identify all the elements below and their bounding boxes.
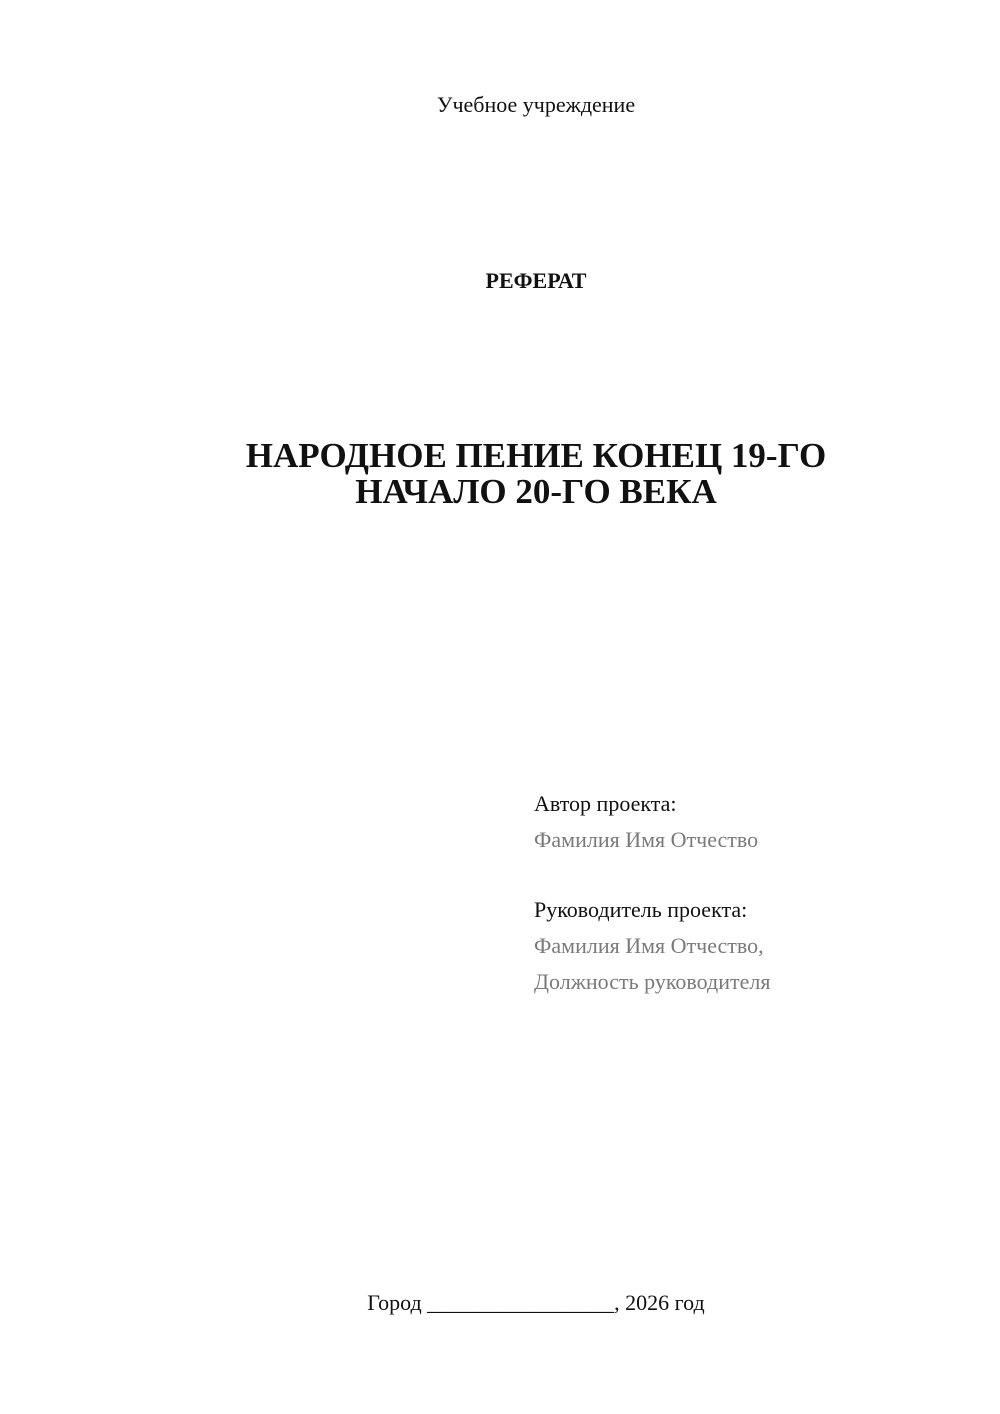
supervisor-block bbox=[534, 892, 770, 1000]
document-type: РЕФЕРАТ bbox=[485, 268, 587, 293]
document-title-line-2: НАЧАЛО 20-ГО ВЕКА bbox=[355, 472, 717, 511]
document-title-line-1: НАРОДНОЕ ПЕНИЕ КОНЕЦ 19-ГО bbox=[245, 436, 827, 475]
city-year-line: Город _________________, 2026 год bbox=[367, 1290, 705, 1315]
supervisor-position: Должность руководителя bbox=[534, 969, 771, 994]
author-label: Автор проекта: bbox=[534, 791, 677, 816]
author-block bbox=[534, 786, 758, 858]
supervisor-name: Фамилия Имя Отчество, bbox=[534, 933, 764, 958]
document-title bbox=[150, 438, 922, 510]
institution-name: Учебное учреждение bbox=[436, 92, 636, 117]
author-name: Фамилия Имя Отчество bbox=[534, 827, 759, 852]
supervisor-label: Руководитель проекта: bbox=[534, 897, 748, 922]
